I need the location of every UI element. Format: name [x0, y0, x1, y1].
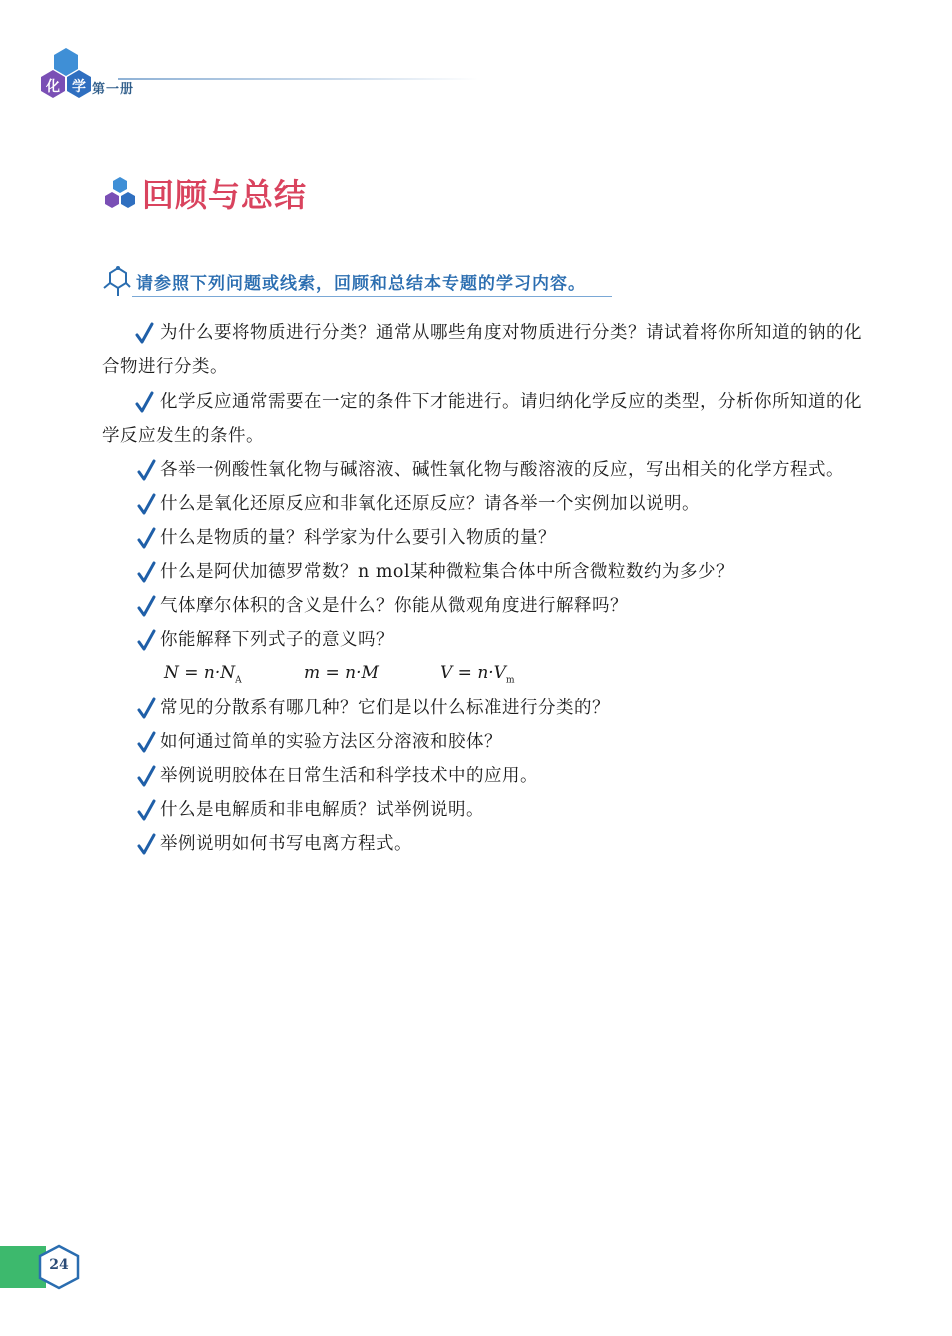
list-item [102, 793, 862, 827]
checkmark-icon [134, 318, 154, 348]
header-rule [118, 78, 478, 80]
question-text: 什么是阿伏加德罗常数？n mol某种微粒集合体中所含微粒数约为多少？ [160, 562, 735, 582]
question-text: 什么是物质的量？科学家为什么要引入物质的量？ [160, 528, 556, 548]
question-text: 气体摩尔体积的含义是什么？你能从微观角度进行解释吗？ [160, 596, 628, 616]
question-text: 各举一例酸性氧化物与碱溶液、碱性氧化物与酸溶液的反应，写出相关的化学方程式。 [160, 460, 844, 480]
formula-volume: $V = n\cdot V_m$ [440, 663, 515, 686]
instruction-line [102, 264, 586, 298]
list-item [102, 759, 862, 793]
instruction-underline [132, 296, 612, 297]
list-item [102, 521, 862, 555]
section-heading [104, 170, 307, 216]
book-volume: 第一册 [92, 82, 135, 97]
formula-row [102, 657, 862, 691]
review-question-list [102, 316, 862, 861]
formula-subscript: m [505, 675, 515, 686]
list-item [102, 589, 862, 623]
checkmark-icon [136, 625, 156, 655]
question-text: 你能解释下列式子的意义吗？ [160, 630, 394, 650]
list-item [102, 691, 862, 725]
list-item [102, 555, 862, 589]
list-item [102, 487, 862, 521]
question-text: 为什么要将物质进行分类？通常从哪些角度对物质进行分类？请试着将你所知道的钠的化合物进行分类。 [102, 323, 862, 377]
checkmark-icon [136, 591, 156, 621]
formula-mass: m = n·M [304, 663, 379, 683]
checkmark-icon [136, 455, 156, 485]
question-text: 常见的分散系有哪几种？它们是以什么标准进行分类的？ [160, 698, 610, 718]
instruction-text: 请参照下列问题或线索，回顾和总结本专题的学习内容。 [136, 273, 586, 294]
question-text: 举例说明胶体在日常生活和科学技术中的应用。 [160, 766, 538, 786]
logo-char-2: 学 [72, 79, 86, 95]
question-text: 什么是氧化还原反应和非氧化还原反应？请各举一个实例加以说明。 [160, 494, 700, 514]
question-text: 举例说明如何书写电离方程式。 [160, 834, 412, 854]
molecule-icon [102, 264, 132, 298]
list-item [102, 725, 862, 759]
formula-particle-number: $N = n\cdot N_A$ [164, 663, 242, 686]
checkmark-icon [136, 693, 156, 723]
list-item [102, 827, 862, 861]
formula-subscript: A [235, 675, 242, 686]
checkmark-icon [136, 523, 156, 553]
question-text: 如何通过简单的实验方法区分溶液和胶体？ [160, 732, 502, 752]
checkmark-icon [136, 795, 156, 825]
hexagon-cluster-icon [104, 176, 136, 210]
question-text: 化学反应通常需要在一定的条件下才能进行。请归纳化学反应的类型，分析你所知道的化学反应发生的条件。 [102, 392, 862, 446]
list-item [102, 623, 862, 657]
checkmark-icon [136, 489, 156, 519]
checkmark-icon [136, 761, 156, 791]
logo-char-1: 化 [46, 79, 60, 95]
question-text: 什么是电解质和非电解质？试举例说明。 [160, 800, 484, 820]
list-item [102, 453, 862, 487]
section-title: 回顾与总结 [142, 176, 308, 214]
page-number: 24 [49, 1257, 69, 1273]
page-number-badge [36, 1244, 82, 1290]
list-item [102, 316, 862, 384]
checkmark-icon [136, 557, 156, 587]
checkmark-icon [136, 829, 156, 859]
checkmark-icon [134, 387, 154, 417]
checkmark-icon [136, 727, 156, 757]
list-item [102, 385, 862, 453]
